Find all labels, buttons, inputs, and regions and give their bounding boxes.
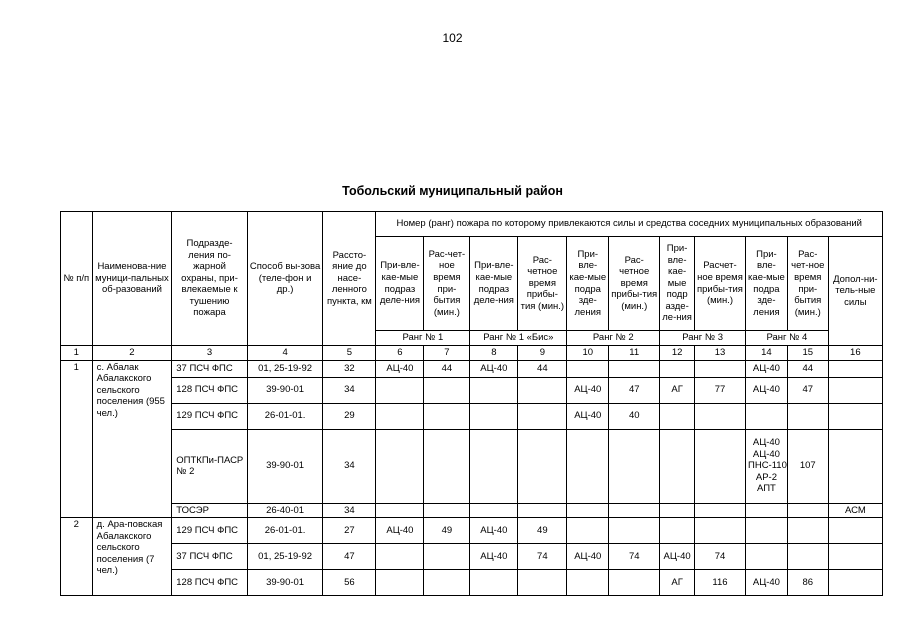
method-cell: 26-01-01. [247,518,323,544]
rank1-time-cell [424,544,470,570]
rank2-time-cell [609,360,660,377]
header-sub: Рас-чет-ное время при-бытия (мин.) [787,237,828,331]
header-sub: При-вле-кае-мые подр азде-ле-ния [660,237,695,331]
rank-label: Ранг № 1 [376,331,470,346]
rank3-time-cell: 77 [694,377,745,403]
rank1bis-time-cell [518,570,567,596]
extra-cell [828,377,882,403]
table-row [61,570,883,596]
rank3-time-cell: 116 [694,570,745,596]
header-method: Способ вы-зова (теле-фон и др.) [247,212,323,346]
rank1bis-time-cell: 49 [518,518,567,544]
header-sub: Рас-четное время прибы-тия (мин.) [518,237,567,331]
distance-cell: 27 [323,518,376,544]
rank4-unit-cell [746,544,788,570]
rank2-time-cell [609,503,660,518]
rank1bis-unit-cell: АЦ-40 [470,518,518,544]
rank1bis-unit-cell [470,377,518,403]
method-cell: 01, 25-19-92 [247,360,323,377]
rank3-time-cell [694,429,745,503]
rank4-time-cell [787,518,828,544]
rank4-time-cell [787,544,828,570]
rank1-unit-cell: АЦ-40 [376,360,424,377]
extra-cell [828,544,882,570]
table-row [61,429,883,503]
rank1bis-time-cell [518,429,567,503]
unit-cell: 37 ПСЧ ФПС [172,544,248,570]
page-number: 102 [442,31,463,45]
distance-cell: 34 [323,503,376,518]
page-title: Тобольский муниципальный район [342,184,563,198]
col-number: 3 [172,346,248,361]
rank1bis-unit-cell [470,503,518,518]
rank3-unit-cell [660,429,695,503]
distance-cell: 29 [323,403,376,429]
col-number: 13 [694,346,745,361]
table-row [61,360,883,377]
rank2-unit-cell: АЦ-40 [567,403,609,429]
header-sub: При-вле-кае-мые подраз деле-ния [376,237,424,331]
distance-cell: 34 [323,429,376,503]
rank1bis-time-cell [518,503,567,518]
extra-cell [828,570,882,596]
rank4-unit-cell: АЦ-40 [746,377,788,403]
row-num: 2 [61,518,93,596]
rank1-time-cell: 49 [424,518,470,544]
rank4-time-cell [787,403,828,429]
rank1-time-cell [424,503,470,518]
method-cell: 26-40-01 [247,503,323,518]
header-group: Номер (ранг) пожара по которому привлекаются силы и средства соседних муниципальных образований [376,212,883,237]
col-number: 14 [746,346,788,361]
rank-label: Ранг № 2 [567,331,660,346]
rank3-unit-cell [660,403,695,429]
fire-forces-table [60,211,883,596]
rank3-unit-cell [660,503,695,518]
rank1bis-time-cell [518,403,567,429]
rank1-time-cell [424,403,470,429]
col-number: 2 [92,346,172,361]
rank4-time-cell: 86 [787,570,828,596]
col-number: 12 [660,346,695,361]
rank3-unit-cell [660,518,695,544]
rank2-unit-cell: АЦ-40 [567,544,609,570]
method-cell: 39-90-01 [247,570,323,596]
rank-label: Ранг № 1 «Бис» [470,331,567,346]
header-sub: При-вле-кае-мые подраз деле-ния [470,237,518,331]
rank1bis-time-cell: 44 [518,360,567,377]
col-number: 1 [61,346,93,361]
header-distance: Рассто-яние до насе-ленного пункта, км [323,212,376,346]
rank2-unit-cell [567,518,609,544]
rank3-time-cell [694,403,745,429]
rank1-unit-cell [376,377,424,403]
col-number: 6 [376,346,424,361]
rank2-time-cell [609,518,660,544]
rank1-time-cell [424,377,470,403]
unit-cell: 129 ПСЧ ФПС [172,518,248,544]
extra-cell [828,518,882,544]
settlement-name: д. Ара-повская Абалакского сельского поселения (7 чел.) [92,518,172,596]
rank1bis-time-cell [518,377,567,403]
rank2-unit-cell [567,503,609,518]
extra-cell: АСМ [828,503,882,518]
rank1-time-cell [424,429,470,503]
rank1bis-unit-cell [470,403,518,429]
extra-cell [828,403,882,429]
rank2-unit-cell [567,429,609,503]
table-row [61,503,883,518]
extra-cell [828,429,882,503]
col-number: 8 [470,346,518,361]
rank4-unit-cell [746,503,788,518]
header-sub: При-вле-кае-мые подра зде-ления [746,237,788,331]
rank4-unit-cell [746,518,788,544]
rank-label: Ранг № 4 [746,331,829,346]
distance-cell: 56 [323,570,376,596]
method-cell: 01, 25-19-92 [247,544,323,570]
header-sub: При-вле-кае-мые подра зде-ления [567,237,609,331]
method-cell: 39-90-01 [247,429,323,503]
distance-cell: 34 [323,377,376,403]
rank4-unit-cell: АЦ-40 [746,360,788,377]
header-unit: Подразде-ления по-жарной охраны, при-влекаемые к тушению пожара [172,212,248,346]
rank1bis-unit-cell: АЦ-40 [470,360,518,377]
header-sub: Рас-четное время прибы-тия (мин.) [609,237,660,331]
rank1-time-cell: 44 [424,360,470,377]
rank2-unit-cell: АЦ-40 [567,377,609,403]
rank4-time-cell [787,503,828,518]
rank1-unit-cell [376,403,424,429]
unit-cell: ТОСЭР [172,503,248,518]
col-number: 4 [247,346,323,361]
rank4-time-cell: 47 [787,377,828,403]
header-name: Наименова-ние муници-пальных об-разований [92,212,172,346]
rank3-time-cell: 74 [694,544,745,570]
rank1-unit-cell [376,570,424,596]
table-row [61,518,883,544]
col-number: 9 [518,346,567,361]
col-number: 16 [828,346,882,361]
rank2-time-cell [609,429,660,503]
rank-label: Ранг № 3 [660,331,746,346]
rank1bis-unit-cell [470,570,518,596]
rank2-unit-cell [567,570,609,596]
rank3-time-cell [694,518,745,544]
rank4-unit-cell: АЦ-40 АЦ-40 ПНС-110 АР-2 АПТ [746,429,788,503]
unit-cell: ОПТКПи-ПАСР № 2 [172,429,248,503]
rank1bis-unit-cell [470,429,518,503]
col-number: 10 [567,346,609,361]
rank1bis-unit-cell: АЦ-40 [470,544,518,570]
col-number: 11 [609,346,660,361]
rank2-time-cell [609,570,660,596]
rank4-time-cell: 44 [787,360,828,377]
rank3-unit-cell [660,360,695,377]
rank3-unit-cell: АЦ-40 [660,544,695,570]
distance-cell: 47 [323,544,376,570]
rank3-unit-cell: АГ [660,570,695,596]
header-sub: Рас-чет-ное время при-бытия (мин.) [424,237,470,331]
rank1bis-time-cell: 74 [518,544,567,570]
rank3-time-cell [694,360,745,377]
rank2-time-cell: 47 [609,377,660,403]
row-num: 1 [61,360,93,518]
rank1-unit-cell [376,544,424,570]
header-additional: Допол-ни-тель-ные силы [828,237,882,346]
method-cell: 26-01-01. [247,403,323,429]
table-row [61,544,883,570]
rank3-time-cell [694,503,745,518]
unit-cell: 128 ПСЧ ФПС [172,377,248,403]
table-row [61,403,883,429]
header-sub: Расчет-ное время прибы-тия (мин.) [694,237,745,331]
rank4-time-cell: 107 [787,429,828,503]
col-number: 5 [323,346,376,361]
rank2-time-cell: 74 [609,544,660,570]
rank3-unit-cell: АГ [660,377,695,403]
rank2-unit-cell [567,360,609,377]
method-cell: 39-90-01 [247,377,323,403]
rank1-unit-cell [376,429,424,503]
rank4-unit-cell [746,403,788,429]
col-number: 7 [424,346,470,361]
unit-cell: 129 ПСЧ ФПС [172,403,248,429]
settlement-name: с. Абалак Абалакского сельского поселения (955 чел.) [92,360,172,518]
header-num: № п/п [61,212,93,346]
distance-cell: 32 [323,360,376,377]
col-number: 15 [787,346,828,361]
rank4-unit-cell: АЦ-40 [746,570,788,596]
table-row [61,377,883,403]
rank2-time-cell: 40 [609,403,660,429]
rank1-unit-cell: АЦ-40 [376,518,424,544]
unit-cell: 37 ПСЧ ФПС [172,360,248,377]
rank1-unit-cell [376,503,424,518]
unit-cell: 128 ПСЧ ФПС [172,570,248,596]
rank1-time-cell [424,570,470,596]
extra-cell [828,360,882,377]
